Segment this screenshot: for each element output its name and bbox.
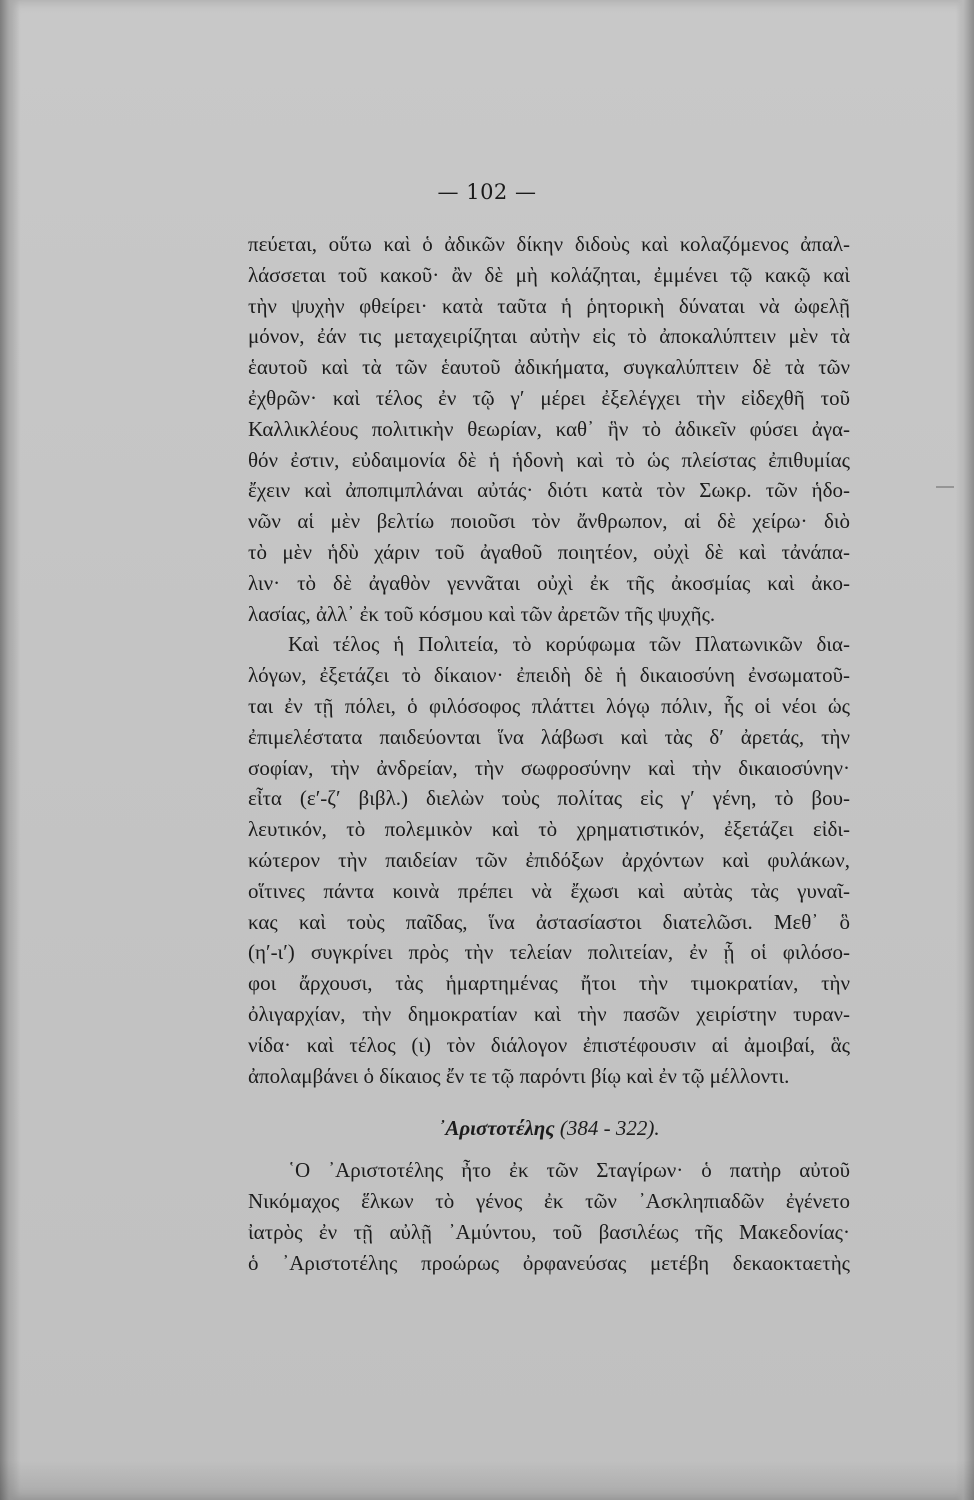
text-line: ἔχειν καὶ ἀποπιμπλάναι αὐτάς· διότι κατὰ τὸν Σωκρ. τῶν ἡδο- [248,478,850,503]
text-line: σοφίαν, τὴν ἀνδρείαν, τὴν σωφροσύνην καὶ τὴν δικαιοσύνην· [248,755,850,780]
section-gap [248,1091,850,1101]
text-line: κας καὶ τοὺς παῖδας, ἵνα ἀστασίαστοι διατελῶσι. Μεθ᾿ ὃ [248,909,850,934]
text-line: τὸ μὲν ἡδὺ χάριν τοῦ ἀγαθοῦ ποιητέον, οὐχὶ δὲ καὶ τἀνάπα- [248,539,850,564]
text-line: λευτικόν, τὸ πολεμικὸν καὶ τὸ χρηματιστικόν, ἐξετάζει εἰδι- [248,817,850,842]
paragraph-gorgias [248,229,850,629]
paragraph-aristotle [248,1155,850,1278]
text-line: νίδα· καὶ τέλος (ι) τὸν διάλογον ἐπιστέφουσιν αἱ ἀμοιβαί, ἃς [248,1032,850,1057]
text-line: (η′-ι′) συγκρίνει πρὸς τὴν τελείαν πολιτείαν, ἐν ᾗ οἱ φιλόσο- [248,940,850,965]
text-line: ὀλιγαρχίαν, τὴν δημοκρατίαν καὶ τὴν πασῶν χειρίστην τυραν- [248,1001,850,1026]
text-line: νῶν αἱ μὲν βελτίω ποιοῦσι τὸν ἄνθρωπον, αἱ δὲ χείρω· διὸ [248,509,850,534]
section-heading-aristotle [248,1101,850,1155]
text-line: λασίας, ἀλλ᾿ ἐκ τοῦ κόσμου καὶ τῶν ἀρετῶν τῆς ψυχῆς. [248,601,716,626]
page-right-edge [956,0,974,1500]
text-line: κώτερον τὴν παιδείαν τῶν ἐπιδόξων ἀρχόντων καὶ φυλάκων, [248,847,850,872]
text-line: λόγων, ἐξετάζει τὸ δίκαιον· ἐπειδὴ δὲ ἡ δικαιοσύνη ἐνσωματοῦ- [248,663,850,688]
text-line: τὴν ψυχὴν φθείρει· κατὰ ταῦτα ἡ ῥητορικὴ δύναται νὰ ὠφελῇ [248,293,850,318]
text-line: ῾Ο ᾿Αριστοτέλης ἦτο ἐκ τῶν Σταγίρων· ὁ πατὴρ αὐτοῦ [288,1158,850,1183]
text-line: λιν· τὸ δὲ ἀγαθὸν γεννᾶται οὐχὶ ἐκ τῆς ἀκοσμίας καὶ ἀκο- [248,570,850,595]
text-line: εἶτα (ε′-ζ′ βιβλ.) διελὼν τοὺς πολίτας εἰς γ′ γένη, τὸ βου- [248,786,850,811]
paragraph-politeia [248,629,850,1091]
page-number: — 102 — [437,180,537,204]
margin-mark [936,486,954,488]
text-line: Καὶ τέλος ἡ Πολιτεία, τὸ κορύφωμα τῶν Πλατωνικῶν δια- [288,632,850,657]
text-line: ἀπολαμβάνει ὁ δίκαιος ἔν τε τῷ παρόντι βίῳ καὶ ἐν τῷ μέλλοντι. [248,1063,790,1088]
text-line: ἑαυτοῦ καὶ τὰ τῶν ἑαυτοῦ ἀδικήματα, συγκαλύπτειν δὲ τὰ τῶν [248,355,850,380]
text-line: φοι ἄρχουσι, τὰς ἡμαρτημένας ἤτοι τὴν τιμοκρατίαν, τὴν [248,971,850,996]
text-line: θόν ἐστιν, εὐδαιμονία δὲ ἡ ἡδονὴ καὶ τὸ ὡς πλείστας ἐπιθυμίας [248,447,850,472]
text-line: οἵτινες πάντα κοινὰ πρέπει νὰ ἔχωσι καὶ αὐτὰς τὰς γυναῖ- [248,878,850,903]
text-line: λάσσεται τοῦ κακοῦ· ἂν δὲ μὴ κολάζηται, ἐμμένει τῷ κακῷ καὶ [248,262,850,287]
body-text [248,229,850,1279]
text-line: πεύεται, οὕτω καὶ ὁ ἀδικῶν δίκην διδοὺς καὶ κολαζόμενος ἀπαλ- [248,232,850,256]
text-line: ται ἐν τῇ πόλει, ὁ φιλόσοφος πλάττει λόγῳ πόλιν, ἧς οἱ νέοι ὡς [248,693,850,718]
heading-title: ᾿Αριστοτέλης [438,1116,555,1141]
page-left-edge [0,0,20,1500]
text-line: Νικόμαχος ἕλκων τὸ γένος ἐκ τῶν ᾿Ασκληπιαδῶν ἐγένετο [248,1189,850,1214]
text-line: ὁ ᾿Αριστοτέλης προώρως ὀρφανεύσας μετέβη δεκαοκταετὴς [248,1250,850,1275]
text-line: ἐχθρῶν· καὶ τέλος ἐν τῷ γ′ μέρει ἐξελέγχει τὴν εἰδεχθῆ τοῦ [248,385,850,410]
page-bottom-shadow [0,1460,974,1500]
text-line: Καλλικλέους πολιτικὴν θεωρίαν, καθ᾿ ἣν τὸ ἀδικεῖν φύσει ἀγα- [248,416,850,441]
text-line: μόνον, ἐάν τις μεταχειρίζηται αὐτὴν εἰς τὸ ἀποκαλύπτειν μὲν τὰ [248,324,850,349]
text-line: ἐπιμελέστατα παιδεύονται ἵνα λάβωσι καὶ τὰς δ′ ἀρετάς, τὴν [248,724,850,749]
text-line: ἰατρὸς ἐν τῇ αὐλῇ ᾿Αμύντου, τοῦ βασιλέως τῆς Μακεδονίας· [248,1219,850,1244]
heading-dates: (384 - 322). [559,1116,660,1141]
